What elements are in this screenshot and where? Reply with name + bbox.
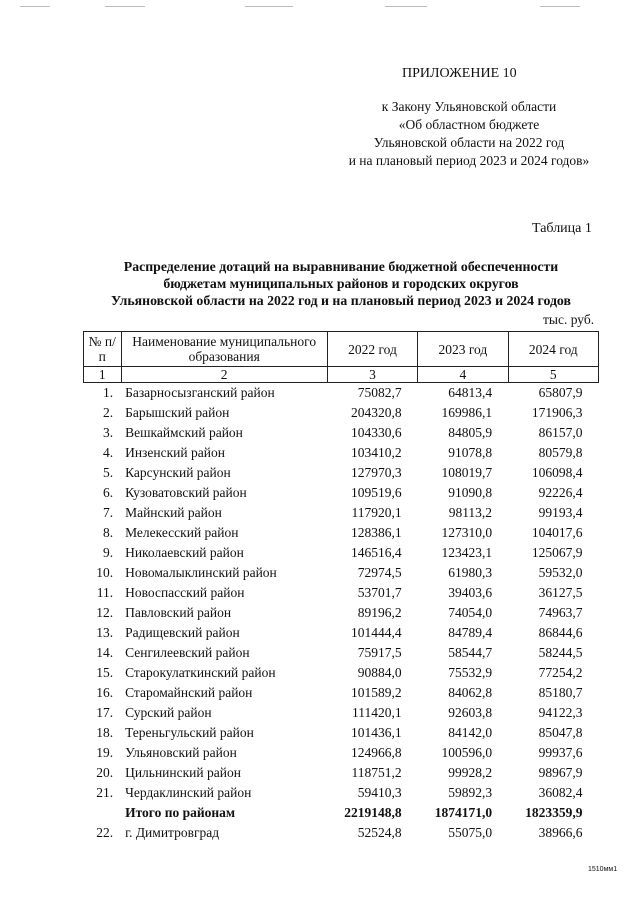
header-2022: 2022 год — [327, 332, 417, 367]
value-2022: 72974,5 — [357, 565, 402, 580]
row-number: 3. — [102, 425, 114, 440]
table-row — [84, 663, 599, 683]
law-reference-line: «Об областном бюджете — [398, 117, 540, 132]
value-2024: 106098,4 — [531, 465, 583, 480]
municipality-name: Павловский район — [125, 605, 232, 620]
value-2023: 84062,8 — [448, 685, 493, 700]
law-reference-line: Ульяновской области на 2022 год — [373, 135, 565, 150]
table-row — [84, 743, 599, 763]
value-2022: 124966,8 — [351, 745, 402, 760]
value-2023: 84789,4 — [448, 625, 493, 640]
value-2022: 146516,4 — [351, 545, 402, 560]
value-2024: 59532,0 — [538, 565, 583, 580]
value-2024: 94122,3 — [538, 705, 583, 720]
law-reference — [330, 98, 608, 170]
municipality-name: Старомайнский район — [125, 685, 253, 700]
row-number: 17. — [96, 705, 114, 720]
total-row — [84, 803, 599, 823]
value-2023: 169986,1 — [441, 405, 493, 420]
table-row — [84, 543, 599, 563]
row-number: 2. — [102, 405, 114, 420]
municipality-name: Итого по районам — [125, 805, 236, 820]
row-number: 19. — [96, 745, 114, 760]
header-2023: 2023 год — [418, 332, 508, 367]
table-row — [84, 423, 599, 443]
table-row — [84, 383, 599, 404]
law-reference-line: и на плановый период 2023 и 2024 годов» — [348, 153, 590, 168]
value-2022: 118751,2 — [351, 765, 402, 780]
value-2022: 127970,3 — [351, 465, 402, 480]
table-label: Таблица 1 — [532, 221, 592, 236]
value-2022: 117920,1 — [351, 505, 402, 520]
header-2024: 2024 год — [508, 332, 598, 367]
value-2024: 74963,7 — [538, 605, 583, 620]
table-row — [84, 703, 599, 723]
value-2023: 127310,0 — [441, 525, 493, 540]
municipality-name: Николаевский район — [125, 545, 244, 560]
header-name: Наименование муниципального образования — [121, 332, 327, 367]
table-row — [84, 443, 599, 463]
value-2024: 85180,7 — [538, 685, 583, 700]
municipality-name: Радищевский район — [125, 625, 240, 640]
row-number: 16. — [96, 685, 114, 700]
value-2023: 98113,2 — [448, 505, 493, 520]
table-row — [84, 683, 599, 703]
table-row — [84, 723, 599, 743]
row-number: 18. — [96, 725, 114, 740]
value-2024: 85047,8 — [538, 725, 583, 740]
value-2022: 111420,1 — [352, 705, 402, 720]
row-number: 11. — [96, 585, 114, 600]
law-reference-line: к Закону Ульяновской области — [381, 99, 557, 114]
dotation-table — [83, 331, 599, 843]
municipality-name: Карсунский район — [125, 465, 231, 480]
value-2024: 36082,4 — [538, 785, 583, 800]
table-row — [84, 763, 599, 783]
municipality-name: Мелекесский район — [125, 525, 239, 540]
document-title — [70, 258, 612, 309]
municipality-name: Майнский район — [125, 505, 222, 520]
value-2022: 101444,4 — [351, 625, 402, 640]
value-2022: 75917,5 — [357, 645, 402, 660]
municipality-name: Кузоватовский район — [125, 485, 247, 500]
value-2022: 2219148,8 — [344, 805, 402, 820]
scan-artifact — [20, 6, 50, 7]
row-number: 9. — [102, 545, 114, 560]
value-2023: 84805,9 — [448, 425, 493, 440]
row-number: 22. — [96, 825, 114, 840]
table-row — [84, 623, 599, 643]
value-2022: 53701,7 — [357, 585, 402, 600]
document-title-line: бюджетам муниципальных районов и городских округов — [163, 276, 519, 291]
value-2023: 84142,0 — [448, 725, 493, 740]
table-body — [84, 383, 599, 844]
value-2022: 101589,2 — [351, 685, 402, 700]
table-row — [84, 823, 599, 843]
value-2023: 39403,6 — [448, 585, 493, 600]
value-2022: 101436,1 — [351, 725, 402, 740]
value-2024: 80579,8 — [538, 445, 583, 460]
value-2022: 90884,0 — [357, 665, 402, 680]
municipality-name: Барышский район — [125, 405, 230, 420]
municipality-name: Базарносызганский район — [125, 385, 275, 400]
value-2022: 52524,8 — [357, 825, 402, 840]
municipality-name: Ульяновский район — [125, 745, 237, 760]
municipality-name: Тереньгульский район — [125, 725, 254, 740]
value-2022: 103410,2 — [351, 445, 402, 460]
value-2024: 99193,4 — [538, 505, 583, 520]
column-number: 2 — [121, 367, 327, 383]
row-number: 12. — [96, 605, 114, 620]
value-2024: 38966,6 — [538, 825, 583, 840]
value-2024: 98967,9 — [538, 765, 583, 780]
value-2024: 86844,6 — [538, 625, 583, 640]
row-number: 21. — [96, 785, 114, 800]
row-number: 10. — [96, 565, 114, 580]
table-row — [84, 583, 599, 603]
municipality-name: Старокулаткинский район — [125, 665, 276, 680]
row-number: 20. — [96, 765, 114, 780]
units-label: тыс. руб. — [543, 312, 595, 327]
value-2023: 58544,7 — [448, 645, 493, 660]
row-number: 7. — [102, 505, 114, 520]
column-number: 3 — [327, 367, 417, 383]
value-2022: 104330,6 — [351, 425, 402, 440]
document-title-line: Ульяновской области на 2022 год и на плановый период 2023 и 2024 годов — [111, 293, 571, 308]
value-2023: 59892,3 — [448, 785, 493, 800]
row-number — [84, 803, 122, 823]
header-num: № п/п — [84, 332, 122, 367]
value-2022: 128386,1 — [351, 525, 402, 540]
scan-artifact — [245, 6, 293, 7]
row-number: 14. — [96, 645, 114, 660]
appendix-title: ПРИЛОЖЕНИЕ 10 — [402, 66, 517, 81]
scan-artifact — [385, 6, 427, 7]
value-2023: 99928,2 — [448, 765, 493, 780]
value-2023: 108019,7 — [441, 465, 493, 480]
value-2023: 92603,8 — [448, 705, 493, 720]
value-2024: 65807,9 — [538, 385, 583, 400]
column-number: 5 — [508, 367, 598, 383]
table-row — [84, 523, 599, 543]
municipality-name: Чердаклинский район — [125, 785, 252, 800]
footer-code: 1510мм1 — [588, 866, 618, 873]
municipality-name: Новоспасский район — [125, 585, 245, 600]
value-2024: 1823359,9 — [525, 805, 583, 820]
row-number: 5. — [102, 465, 114, 480]
column-number: 1 — [84, 367, 122, 383]
value-2023: 100596,0 — [441, 745, 493, 760]
value-2022: 89196,2 — [357, 605, 402, 620]
value-2024: 92226,4 — [538, 485, 583, 500]
value-2024: 104017,6 — [531, 525, 583, 540]
row-number: 8. — [102, 525, 114, 540]
value-2023: 91078,8 — [448, 445, 493, 460]
value-2024: 125067,9 — [531, 545, 583, 560]
column-number: 4 — [418, 367, 508, 383]
table-row — [84, 603, 599, 623]
municipality-name: г. Димитровград — [125, 825, 220, 840]
table-row — [84, 483, 599, 503]
value-2023: 55075,0 — [448, 825, 493, 840]
scan-artifact — [540, 6, 580, 7]
value-2022: 204320,8 — [351, 405, 402, 420]
value-2024: 86157,0 — [538, 425, 583, 440]
value-2023: 74054,0 — [448, 605, 493, 620]
municipality-name: Инзенский район — [125, 445, 225, 460]
table-row — [84, 403, 599, 423]
value-2024: 36127,5 — [538, 585, 583, 600]
value-2023: 91090,8 — [448, 485, 493, 500]
table-row — [84, 503, 599, 523]
column-number-row — [84, 367, 599, 383]
municipality-name: Сенгилеевский район — [125, 645, 250, 660]
value-2023: 61980,3 — [448, 565, 493, 580]
row-number: 1. — [102, 385, 114, 400]
value-2023: 1874171,0 — [434, 805, 493, 820]
table-row — [84, 563, 599, 583]
municipality-name: Новомалыклинский район — [125, 565, 277, 580]
value-2022: 75082,7 — [357, 385, 402, 400]
table-row — [84, 463, 599, 483]
value-2022: 109519,6 — [351, 485, 402, 500]
table-header-row — [84, 332, 599, 367]
row-number: 15. — [96, 665, 114, 680]
value-2024: 171906,3 — [531, 405, 583, 420]
municipality-name: Цильнинский район — [125, 765, 241, 780]
row-number: 13. — [96, 625, 114, 640]
value-2023: 64813,4 — [448, 385, 493, 400]
scan-artifact — [105, 6, 145, 7]
municipality-name: Сурский район — [125, 705, 212, 720]
document-title-line: Распределение дотаций на выравнивание бюджетной обеспеченности — [123, 259, 559, 274]
municipality-name: Вешкаймский район — [125, 425, 243, 440]
table-row — [84, 783, 599, 803]
value-2023: 75532,9 — [448, 665, 493, 680]
row-number: 6. — [102, 485, 114, 500]
value-2022: 59410,3 — [357, 785, 402, 800]
table-row — [84, 643, 599, 663]
value-2024: 58244,5 — [538, 645, 583, 660]
value-2023: 123423,1 — [441, 545, 493, 560]
value-2024: 77254,2 — [538, 665, 583, 680]
value-2024: 99937,6 — [538, 745, 583, 760]
row-number: 4. — [102, 445, 114, 460]
